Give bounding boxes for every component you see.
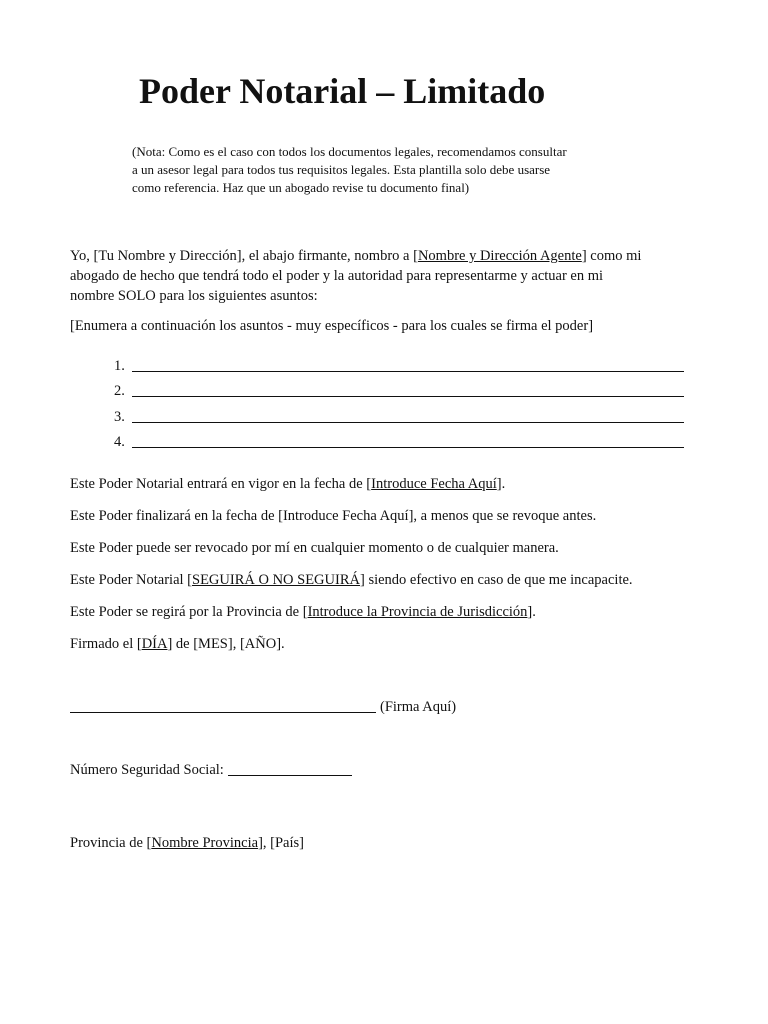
signature-line[interactable] bbox=[70, 697, 376, 713]
clause-text: ] de [MES], [AÑO]. bbox=[167, 636, 285, 652]
signature-row bbox=[70, 697, 456, 717]
list-item bbox=[114, 376, 684, 402]
agent-name-placeholder[interactable]: Nombre y Dirección Agente bbox=[417, 248, 582, 264]
footer-text: Provincia de [ bbox=[70, 835, 152, 851]
enumerate-instruction: [Enumera a continuación los asuntos - muy específicos - para los cuales se firma el poder] bbox=[70, 318, 594, 334]
intro-text: Yo, [Tu Nombre y Dirección], el abajo firmante, nombro a [ bbox=[70, 248, 418, 264]
intro-text: ] como mi bbox=[581, 248, 642, 264]
document-title: Poder Notarial – Limitado bbox=[139, 71, 546, 111]
clause-end-date: Este Poder finalizará en la fecha de [Introduce Fecha Aquí], a menos que se revoque antes. bbox=[70, 508, 597, 524]
clause-incapacity bbox=[70, 570, 633, 590]
list-item bbox=[114, 350, 684, 376]
day-placeholder[interactable]: DÍA bbox=[141, 636, 168, 652]
province-footer bbox=[70, 833, 304, 853]
jurisdiction-placeholder[interactable]: Introduce la Provincia de Jurisdicción bbox=[307, 604, 528, 620]
clause-text: ]. bbox=[496, 476, 506, 492]
intro-line-1 bbox=[70, 246, 710, 266]
list-item bbox=[114, 401, 684, 427]
clause-jurisdiction bbox=[70, 602, 536, 622]
note-line: como referencia. Haz que un abogado revise tu documento final) bbox=[132, 180, 470, 195]
incapacity-option-placeholder[interactable]: SEGUIRÁ O NO SEGUIRÁ bbox=[192, 572, 360, 588]
list-number: 3. bbox=[114, 408, 125, 425]
note-line: (Nota: Como es el caso con todos los documentos legales, recomendamos consultar bbox=[132, 144, 567, 159]
clause-text: Firmado el [ bbox=[70, 636, 142, 652]
matter-blank-line[interactable] bbox=[132, 406, 684, 423]
intro-line-3: nombre SOLO para los siguientes asuntos: bbox=[70, 288, 318, 304]
matter-blank-line[interactable] bbox=[132, 431, 684, 448]
matter-blank-line[interactable] bbox=[132, 355, 684, 372]
intro-paragraph bbox=[70, 246, 710, 306]
list-item bbox=[114, 427, 684, 453]
ssn-row bbox=[70, 760, 352, 780]
matter-blank-line[interactable] bbox=[132, 380, 684, 397]
signature-label: (Firma Aquí) bbox=[380, 699, 457, 715]
footer-text: ], [País] bbox=[258, 835, 304, 851]
clause-text: ]. bbox=[527, 604, 536, 620]
clause-text: Este Poder se regirá por la Provincia de [ bbox=[70, 604, 308, 620]
note-line: a un asesor legal para todos tus requisitos legales. Esta plantilla solo debe usarse bbox=[132, 162, 551, 177]
ssn-label: Número Seguridad Social: bbox=[70, 762, 224, 778]
start-date-placeholder[interactable]: Introduce Fecha Aquí bbox=[371, 476, 497, 492]
list-number: 4. bbox=[114, 434, 125, 450]
matters-list bbox=[114, 350, 684, 452]
clause-text: ] siendo efectivo en caso de que me incapacite. bbox=[359, 572, 633, 588]
clause-signed-date bbox=[70, 634, 285, 654]
clause-text: Este Poder Notarial entrará en vigor en la fecha de [ bbox=[70, 476, 372, 492]
clause-text: Este Poder Notarial [ bbox=[70, 572, 193, 588]
intro-line-2: abogado de hecho que tendrá todo el poder y la autoridad para representarme y actuar en mi bbox=[70, 268, 604, 284]
province-name-placeholder[interactable]: Nombre Provincia bbox=[151, 835, 259, 851]
clause-effective-date bbox=[70, 474, 505, 494]
list-number: 1. bbox=[114, 357, 125, 374]
legal-note bbox=[132, 143, 632, 197]
clause-revocation: Este Poder puede ser revocado por mí en cualquier momento o de cualquier manera. bbox=[70, 540, 559, 556]
list-number: 2. bbox=[114, 383, 125, 399]
ssn-blank-line[interactable] bbox=[228, 760, 352, 776]
